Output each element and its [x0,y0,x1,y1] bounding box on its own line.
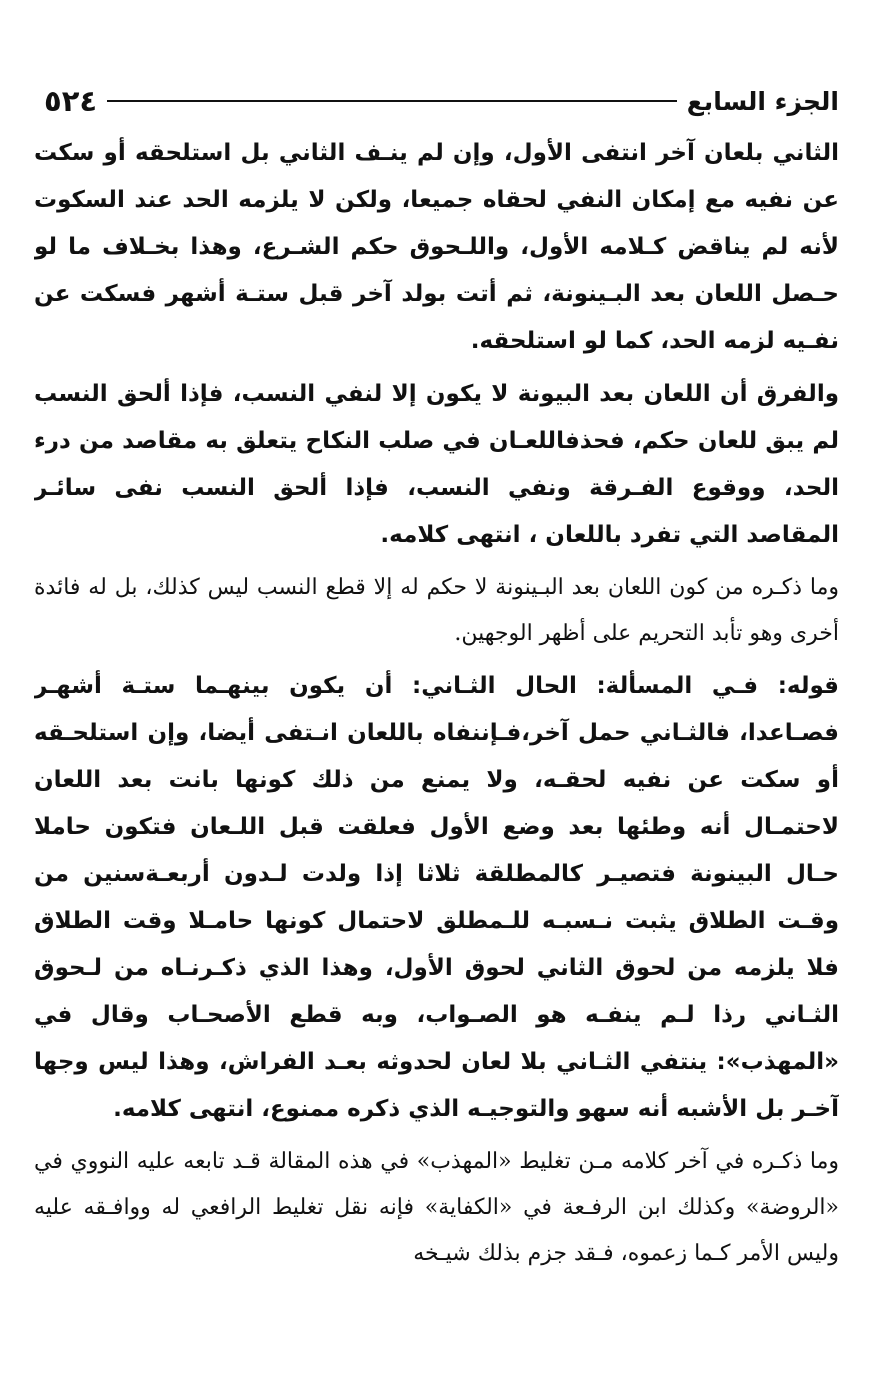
paragraph-2: والفرق أن اللعان بعد البيونة لا يكون إلا لنفي النسب، فإذا ألحق النسب لم يبق للعان حكم، فحذفاللعـان في صلب النكاح يتعلق به مقاصد من درء الحد، ووقوع الفـرقة ونفي النسب، فإذا ألحق النسب نفى سائـر المقاصد التي تفرد باللعان ، انتهى كلامه. [34,381,839,548]
paragraph-3: وما ذكـره من كون اللعان بعد البـينونة لا حكم له إلا قطع النسب ليس كذلك، بل له فائدة أخرى وهو تأبد التحريم على أظهر الوجهين. [34,575,839,646]
paragraph-5: وما ذكـره في آخر كلامه مـن تغليط «المهذب» في هذه المقالة قـد تابعه عليه النووي في «الروضة» وكذلك ابن الرفـعة في «الكفاية» فإنه نقل تغليط الرافعي له ووافـقه عليه وليس الأمر كـما زعموه، فـقد جزم بذلك شيـخه [34,1149,839,1266]
volume-title: الجزء السابع [686,86,839,116]
page-header [34,78,839,124]
page-body [34,130,839,1277]
paragraph-4: قوله: فـي المسألة: الحال الثـاني: أن يكون بينهـما ستـة أشهـر فصـاعدا، فالثـاني حمل آخر،فـإننفاه باللعان انـتفى أيضا، وإن استلحـقه أو سكت عن نفيه لحقـه، ولا يمنع من ذلك كونها بانت بعد اللعان لاحتمـال أنه وطئها بعد وضع الأول فعلقت قبل اللـعان فتكون حاملا حـال البينونة فتصيـر كالمطلقة ثلاثا إذا ولدت لـدون أربعـةسنين من وقـت الطلاق يثبت نـسبـه للـمطلق لاحتمال كونها حامـلا وقت الطلاق فلا يلزمه من لحوق الثاني لحوق الأول، وهذا الذي ذكـرنـاه من لـحوق الثـاني رذا لـم ينفـه هو الصـواب، وبه قطع الأصحـاب وقال في «المهذب»: ينتفي الثـاني بلا لعان لحدوثه بعـد الفراش، وهذا ليس وجها آخـر بل الأشبه أنه سهو والتوجيـه الذي ذكره ممنوع، انتهى كلامه. [34,673,839,1122]
paragraph-1: الثاني بلعان آخر انتفى الأول، وإن لم ينـف الثاني بل استلحقه أو سكت عن نفيه مع إمكان النفي لحقاه جميعا، ولكن لا يلزمه الحد عند السكوت لأنه لم يناقض كـلامه الأول، واللـحوق حكم الشـرع، وهذا بخـلاف ما لو حـصل اللعان بعد البـينونة، ثم أتت بولد آخر قبل ستـة أشهر فسكت عن نفـيه لزمه الحد، كما لو استلحقه. [34,140,839,354]
book-page [34,78,839,1378]
header-rule [107,100,677,102]
page-number: ٥٢٤ [44,84,98,118]
